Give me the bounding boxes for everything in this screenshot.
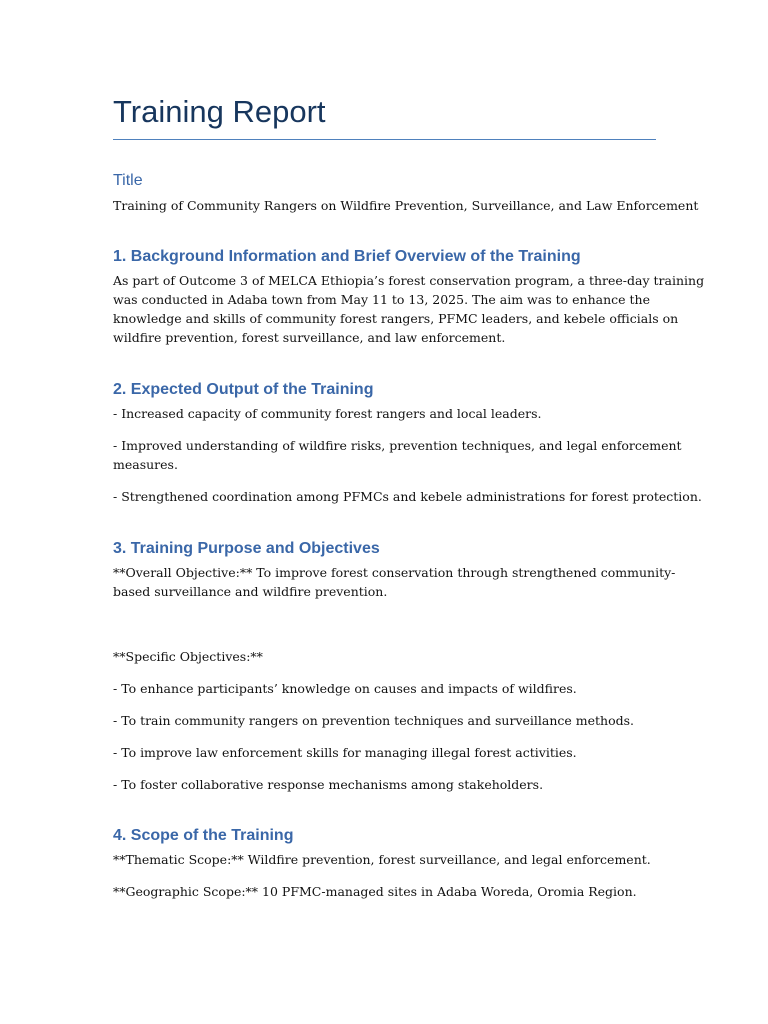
background-heading: 1. Background Information and Brief Overview of the Training [113, 248, 581, 265]
expected-output-item: - Improved understanding of wildfire risks, prevention techniques, and legal enforcement [113, 438, 682, 453]
document-title: Training Report [113, 94, 326, 129]
thematic-scope: **Thematic Scope:** Wildfire prevention, forest surveillance, and legal enforcement. [113, 852, 651, 867]
background-line: wildfire prevention, forest surveillance, and law enforcement. [113, 330, 506, 345]
overall-objective-line: **Overall Objective:** To improve forest conservation through strengthened community- [113, 565, 676, 580]
overall-objective-line: based surveillance and wildfire prevention. [113, 584, 388, 599]
objective-item: - To enhance participants’ knowledge on causes and impacts of wildfires. [113, 681, 577, 696]
objective-item: - To train community rangers on prevention techniques and surveillance methods. [113, 713, 635, 728]
background-line: was conducted in Adaba town from May 11 to 13, 2025. The aim was to enhance the [113, 292, 650, 307]
expected-output-item-continued: measures. [113, 457, 178, 472]
title-text: Training of Community Rangers on Wildfire Prevention, Surveillance, and Law Enforcement [113, 198, 699, 213]
purpose-heading: 3. Training Purpose and Objectives [113, 540, 380, 557]
title-heading: Title [113, 172, 143, 189]
objective-item: - To improve law enforcement skills for managing illegal forest activities. [113, 745, 577, 760]
title-underline [113, 139, 656, 140]
specific-objectives-label: **Specific Objectives:** [113, 649, 263, 664]
geographic-scope: **Geographic Scope:** 10 PFMC-managed sites in Adaba Woreda, Oromia Region. [113, 884, 637, 899]
expected-output-item: - Strengthened coordination among PFMCs and kebele administrations for forest protection. [113, 489, 702, 504]
background-line: As part of Outcome 3 of MELCA Ethiopia’s forest conservation program, a three-day training [113, 273, 705, 288]
expected-output-heading: 2. Expected Output of the Training [113, 381, 374, 398]
objective-item: - To foster collaborative response mechanisms among stakeholders. [113, 777, 544, 792]
scope-heading: 4. Scope of the Training [113, 827, 294, 844]
expected-output-item: - Increased capacity of community forest rangers and local leaders. [113, 406, 542, 421]
background-line: knowledge and skills of community forest rangers, PFMC leaders, and kebele officials on [113, 311, 679, 326]
